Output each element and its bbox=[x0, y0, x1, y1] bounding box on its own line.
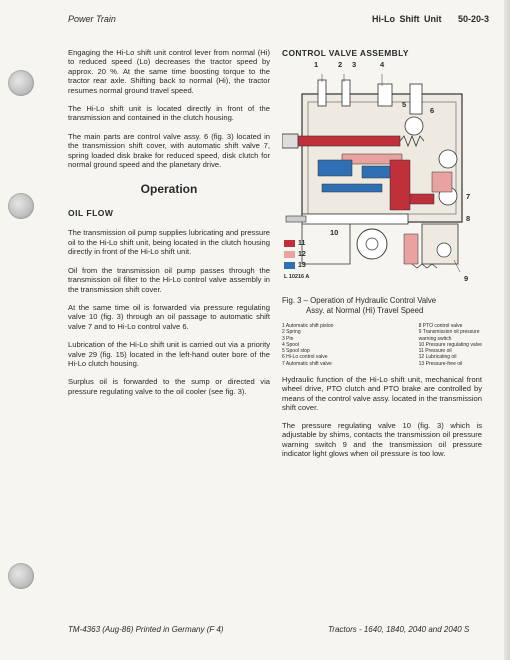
diagram-legend bbox=[284, 238, 306, 271]
parts-list-item: 9 Transmission oil pressure bbox=[418, 329, 480, 336]
parts-list-item: 1 Automatic shift piston bbox=[282, 323, 334, 329]
figure-caption bbox=[282, 296, 482, 315]
left-column bbox=[68, 48, 270, 405]
parts-list-item: 8 PTO control valve bbox=[418, 323, 463, 329]
diagram-label: 6 bbox=[430, 106, 435, 115]
binder-hole-bottom bbox=[8, 563, 34, 589]
paragraph: At the same time oil is forwarded via pressure regulating valve 10 (fig. 3) through an oil passage to automatic shift valve 7 and to Hi-Lo control valve 6. bbox=[68, 302, 270, 331]
valve-drawing bbox=[282, 64, 482, 294]
paragraph: Surplus oil is forwarded to the sump or directed via pressure regulating valve to the oil cooler (see fig. 3). bbox=[68, 377, 270, 396]
paragraph: The Hi-Lo shift unit is located directly in front of the transmission and contained in the clutch housing. bbox=[68, 104, 270, 123]
header-unit: Hi-Lo Shift Unit bbox=[372, 14, 442, 24]
footer-left: TM-4363 (Aug-86) Printed in Germany (F 4) bbox=[68, 625, 224, 634]
paragraph: The main parts are control valve assy. 6 (fig. 3) located in the transmission shift cover, with automatic shift valve 7, spring loaded disk brake for reduced speed, disk clutch for normal ground speed and the planetary drive. bbox=[68, 131, 270, 170]
diagram-label: 3 bbox=[352, 60, 357, 69]
binder-hole-top bbox=[8, 70, 34, 96]
diagram-label: 7 bbox=[466, 192, 471, 201]
paragraph: Oil from the transmission oil pump passes through the transmission oil filter to the Hi-Lo control valve assembly in the transmission shift cover. bbox=[68, 265, 270, 294]
header-right bbox=[372, 14, 489, 24]
diagram-label: 10 bbox=[330, 228, 339, 237]
diagram-label: 8 bbox=[466, 214, 471, 223]
paragraph: The pressure regulating valve 10 (fig. 3) which is adjustable by shims, contacts the transmission oil pressure warning switch 9 and the transmission oil pressure indicator light glows when oil pressure is too low. bbox=[282, 420, 482, 458]
figure-caption-line: Fig. 3 – Operation of Hydraulic Control Valve bbox=[282, 296, 437, 305]
oil-flow-heading: OIL FLOW bbox=[68, 208, 114, 219]
legend-swatch bbox=[284, 251, 295, 258]
control-valve-diagram bbox=[282, 60, 482, 294]
page-edge bbox=[504, 0, 510, 660]
figure-caption-line: Assy. at Normal (Hi) Travel Speed bbox=[306, 305, 424, 315]
parts-list-item: 4 Spool bbox=[282, 341, 299, 348]
parts-list-item: warning switch bbox=[418, 335, 452, 342]
paragraph: Hydraulic function of the Hi-Lo shift unit, mechanical front wheel drive, PTO clutch and PTO brake are controlled by means of the control valve assy. located in the transmission shift cover. bbox=[282, 375, 482, 413]
legend-item bbox=[284, 249, 306, 260]
diagram-label: 1 bbox=[314, 60, 319, 69]
header-page-number: 50-20-3 bbox=[458, 14, 490, 24]
parts-list-item: 7 Automatic shift valve bbox=[282, 360, 332, 367]
footer-right: Tractors - 1640, 1840, 2040 and 2040 S bbox=[328, 625, 470, 634]
paragraph: Lubrication of the Hi-Lo shift unit is carried out via a priority valve 29 (fig. 15) located in the left-hand outer bore of the Hi-Lo clutch housing. bbox=[68, 340, 270, 368]
header-section: Power Train bbox=[68, 14, 116, 24]
diagram-label: 2 bbox=[338, 60, 343, 69]
legend-number: 11 bbox=[298, 240, 306, 247]
parts-list-item: 3 Pin bbox=[282, 335, 294, 342]
diagram-label: 9 bbox=[464, 274, 469, 283]
parts-list-item: 5 Spool stop bbox=[282, 348, 310, 355]
parts-list-left bbox=[282, 323, 333, 367]
right-column bbox=[282, 48, 482, 466]
parts-list-item: 6 Hi-Lo control valve bbox=[282, 354, 328, 361]
paragraph: Engaging the Hi-Lo shift unit control lever from normal (Hi) to reduced speed (Lo) decreases the tractor speed by approx. 20 %. At the same time boosting torque to the tractor rear axle. Shifting back to normal (Hi), the tractor resumes normal ground travel speed. bbox=[68, 48, 270, 95]
parts-list-item: 2 Spring bbox=[282, 329, 301, 336]
legend-item bbox=[284, 238, 306, 249]
parts-list-item: 11 Pressure oil bbox=[418, 348, 452, 355]
parts-list-item: 10 Pressure regulating valve bbox=[418, 341, 482, 348]
legend-item bbox=[284, 260, 306, 271]
diagram-reference: L 10216 A bbox=[284, 274, 310, 280]
parts-list-item: 13 Pressure-free oil bbox=[418, 360, 463, 367]
diagram-title: CONTROL VALVE ASSEMBLY bbox=[282, 48, 409, 58]
binder-hole-middle bbox=[8, 193, 34, 219]
operation-heading: Operation bbox=[140, 182, 198, 197]
diagram-label: 5 bbox=[402, 100, 407, 109]
paragraph: The transmission oil pump supplies lubricating and pressure oil to the Hi-Lo shift unit, being located in the clutch housing directly in front of the Hi-Lo shift unit. bbox=[68, 228, 270, 257]
legend-number: 13 bbox=[298, 262, 306, 269]
legend-swatch bbox=[284, 240, 295, 247]
diagram-label: 4 bbox=[380, 60, 385, 69]
legend-swatch bbox=[284, 262, 295, 269]
parts-list-right bbox=[419, 323, 482, 367]
legend-number: 12 bbox=[298, 251, 306, 258]
parts-list bbox=[282, 323, 482, 367]
parts-list-item: 12 Lubricating oil bbox=[418, 354, 457, 361]
